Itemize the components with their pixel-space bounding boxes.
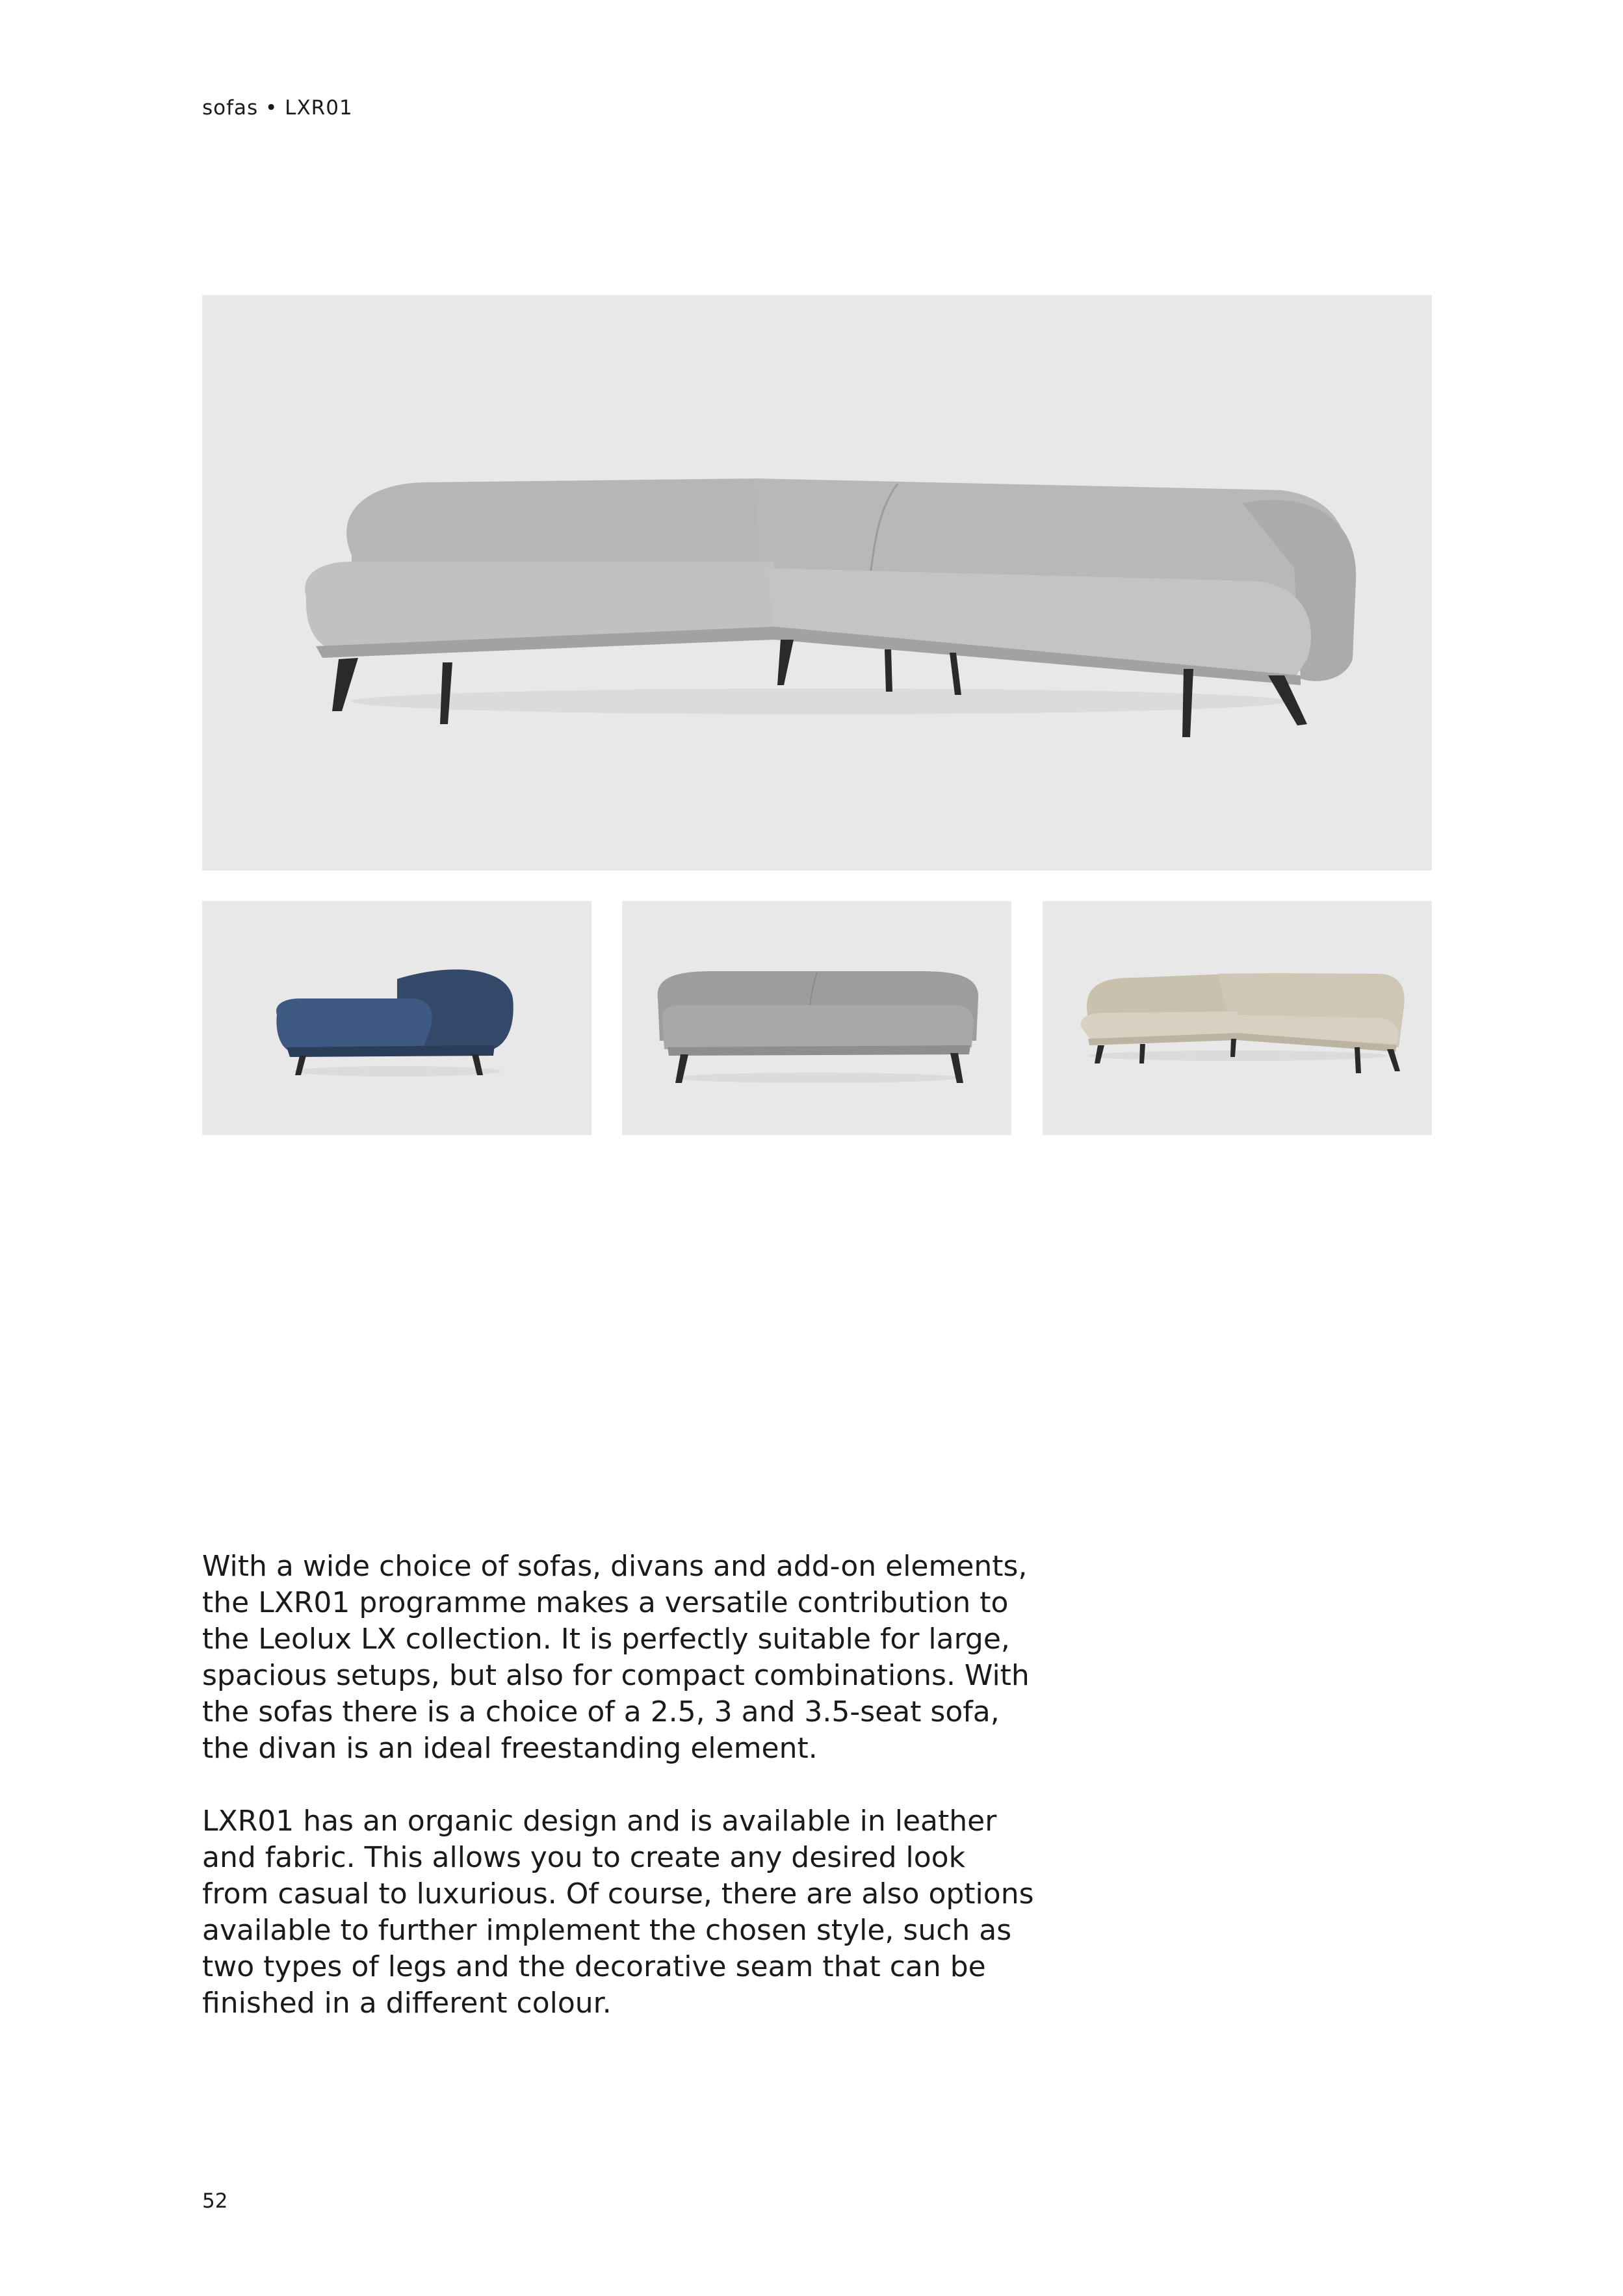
thumbnail-grey-sofa bbox=[622, 901, 1011, 1135]
page-number: 52 bbox=[202, 2189, 228, 2213]
blue-divan-illustration bbox=[202, 901, 591, 1135]
paragraph-1: With a wide choice of sofas, divans and add-on elements, the LXR01 programme makes a versatile contribution to the Leolux LX collection. It is perfectly suitable for large, spacious setups, but also for compact combinations. With the sofas there is a choice of a 2.5, 3 and 3.5-seat sofa, the divan is an ideal freestanding element. bbox=[202, 1550, 1030, 1765]
body-text bbox=[202, 1548, 1034, 2058]
running-header: sofas • LXR01 bbox=[202, 96, 353, 120]
corner-sofa-illustration bbox=[202, 295, 1432, 870]
thumbnail-blue-divan bbox=[202, 901, 591, 1135]
paragraph-2: LXR01 has an organic design and is available in leather and fabric. This allows you to create any desired look from casual to luxurious. Of course, there are also options available to further implement the chosen style, such as two types of legs and the decorative seam that can be finished in a different colour. bbox=[202, 1805, 1034, 2020]
hero-photo bbox=[202, 295, 1432, 870]
thumbnail-beige-corner-sofa bbox=[1043, 901, 1432, 1135]
beige-corner-sofa-illustration bbox=[1043, 901, 1432, 1135]
grey-sofa-illustration bbox=[622, 901, 1011, 1135]
